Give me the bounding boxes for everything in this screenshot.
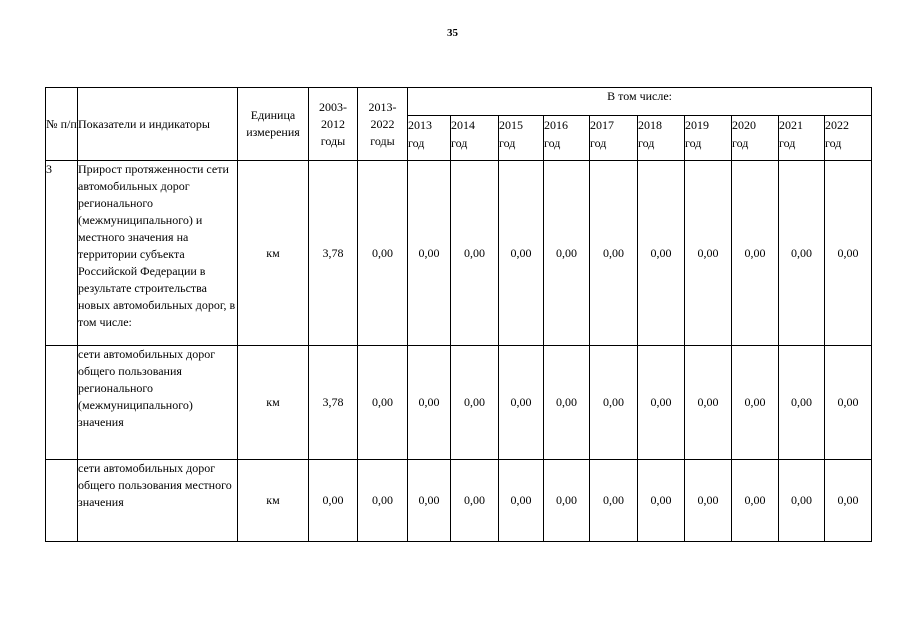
row-value: 0,00 xyxy=(544,161,590,346)
row-value: 0,00 xyxy=(638,346,685,460)
row-value: 0,00 xyxy=(732,346,779,460)
row-value: 0,00 xyxy=(408,161,451,346)
year-label: 2016 xyxy=(544,118,568,132)
row-value: 0,00 xyxy=(499,346,544,460)
row-number xyxy=(46,460,78,542)
row-value: 0,00 xyxy=(732,161,779,346)
row-value: 0,00 xyxy=(358,460,408,542)
year-suffix: год xyxy=(544,136,561,150)
row-unit: км xyxy=(238,346,309,460)
year-suffix: год xyxy=(408,136,425,150)
row-value: 0,00 xyxy=(590,161,638,346)
row-value: 0,00 xyxy=(779,161,825,346)
header-year-2014 xyxy=(451,116,499,161)
row-value: 0,00 xyxy=(638,460,685,542)
header-period-1: 2003-2012 годы xyxy=(309,88,358,161)
year-suffix: год xyxy=(825,136,842,150)
row-value: 0,00 xyxy=(451,460,499,542)
year-suffix: год xyxy=(638,136,655,150)
row-value: 0,00 xyxy=(544,460,590,542)
header-year-2020 xyxy=(732,116,779,161)
header-year-2019 xyxy=(685,116,732,161)
table-body xyxy=(46,161,872,542)
row-value: 3,78 xyxy=(309,346,358,460)
row-indicator: Прирост протяженности сети автомобильных дорог регионального (межмуниципального) и местного значения на территории субъекта Российской Федерации в результате строительства новых автомобильных дорог, в том числе: xyxy=(78,161,238,346)
year-suffix: год xyxy=(779,136,796,150)
row-indicator: сети автомобильных дорог общего пользования местного значения xyxy=(78,460,238,542)
header-year-2021 xyxy=(779,116,825,161)
row-value: 0,00 xyxy=(825,161,872,346)
row-number xyxy=(46,346,78,460)
row-value: 0,00 xyxy=(825,346,872,460)
header-year-2017 xyxy=(590,116,638,161)
year-label: 2022 xyxy=(825,118,849,132)
row-indicator: сети автомобильных дорог общего пользования регионального (межмуниципального) значения xyxy=(78,346,238,460)
year-label: 2017 xyxy=(590,118,614,132)
year-label: 2014 xyxy=(451,118,475,132)
row-value: 0,00 xyxy=(638,161,685,346)
row-unit: км xyxy=(238,161,309,346)
header-num: № п/п xyxy=(46,88,78,161)
row-value: 0,00 xyxy=(408,460,451,542)
row-value: 0,00 xyxy=(685,346,732,460)
row-value: 0,00 xyxy=(358,161,408,346)
row-number: 3 xyxy=(46,161,78,346)
year-label: 2018 xyxy=(638,118,662,132)
header-row-1 xyxy=(46,88,872,116)
indicators-table xyxy=(45,87,872,542)
row-value: 0,00 xyxy=(779,460,825,542)
row-value: 0,00 xyxy=(544,346,590,460)
row-value: 0,00 xyxy=(451,161,499,346)
header-year-2016 xyxy=(544,116,590,161)
header-in-total: В том числе: xyxy=(408,88,872,116)
row-value: 0,00 xyxy=(451,346,499,460)
header-period-2: 2013-2022 годы xyxy=(358,88,408,161)
row-value: 0,00 xyxy=(732,460,779,542)
year-suffix: год xyxy=(685,136,702,150)
header-year-2015 xyxy=(499,116,544,161)
row-value: 0,00 xyxy=(499,161,544,346)
row-value: 0,00 xyxy=(358,346,408,460)
year-label: 2021 xyxy=(779,118,803,132)
row-value: 0,00 xyxy=(685,460,732,542)
table-row xyxy=(46,346,872,460)
row-value: 3,78 xyxy=(309,161,358,346)
year-suffix: год xyxy=(499,136,516,150)
year-label: 2013 xyxy=(408,118,432,132)
year-label: 2019 xyxy=(685,118,709,132)
row-value: 0,00 xyxy=(825,460,872,542)
row-value: 0,00 xyxy=(685,161,732,346)
header-indicator: Показатели и индикаторы xyxy=(78,88,238,161)
row-value: 0,00 xyxy=(590,460,638,542)
row-value: 0,00 xyxy=(499,460,544,542)
header-year-2022 xyxy=(825,116,872,161)
row-value: 0,00 xyxy=(590,346,638,460)
year-suffix: год xyxy=(732,136,749,150)
page-number: 35 xyxy=(447,27,458,39)
header-unit: Единица измерения xyxy=(238,88,309,161)
header-year-2018 xyxy=(638,116,685,161)
row-value: 0,00 xyxy=(408,346,451,460)
row-value: 0,00 xyxy=(309,460,358,542)
table-row xyxy=(46,161,872,346)
row-unit: км xyxy=(238,460,309,542)
year-suffix: год xyxy=(451,136,468,150)
row-value: 0,00 xyxy=(779,346,825,460)
table-row xyxy=(46,460,872,542)
year-label: 2020 xyxy=(732,118,756,132)
year-label: 2015 xyxy=(499,118,523,132)
year-suffix: год xyxy=(590,136,607,150)
header-year-2013 xyxy=(408,116,451,161)
